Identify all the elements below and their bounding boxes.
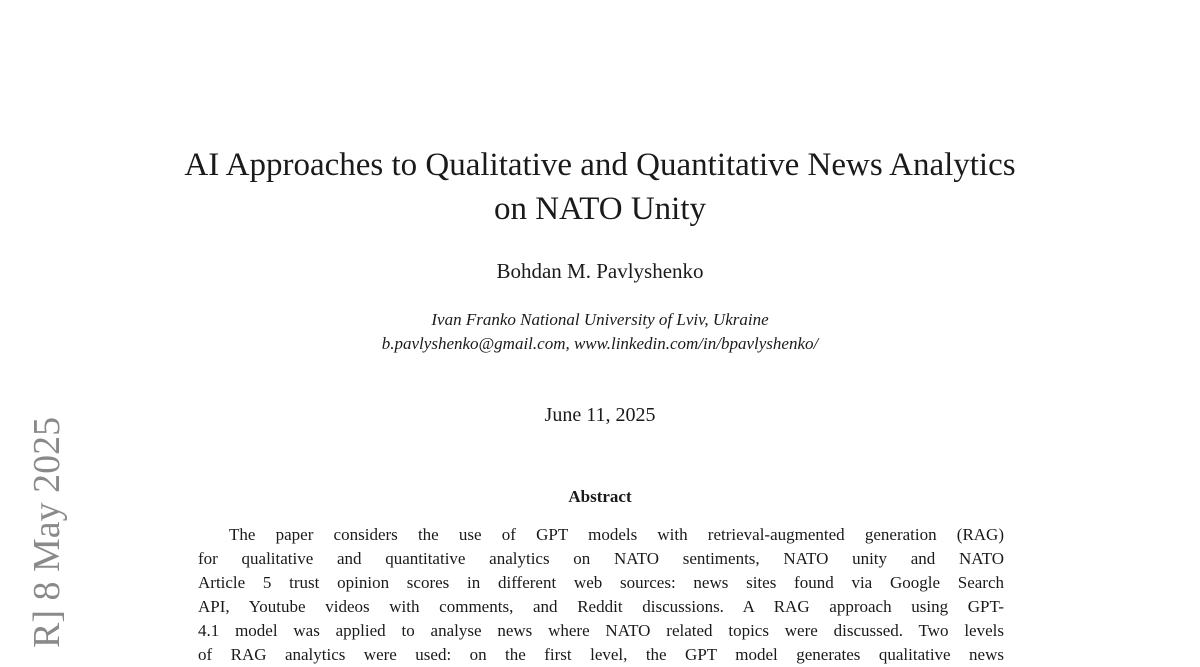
abstract-line: Article 5 trust opinion scores in different web sources: news sites found via Google Search [198,573,1004,592]
abstract-line: API, Youtube videos with comments, and Reddit discussions. A RAG approach using GPT- [198,597,1004,616]
paper-date: June 11, 2025 [544,404,656,426]
abstract-line: of RAG analytics were used: on the first level, the GPT model generates qualitative news [198,645,1004,664]
abstract-heading: Abstract [568,487,632,506]
abstract-line: The paper considers the use of GPT models with retrieval-augmented generation (RAG) [229,525,1004,544]
abstract-body [198,523,1004,667]
affiliation: Ivan Franko National University of Lviv, Ukraine [431,310,769,329]
title-line-1: AI Approaches to Qualitative and Quantitative News Analytics [184,147,1016,183]
author-name: Bohdan M. Pavlyshenko [496,259,704,283]
contact-info: b.pavlyshenko@gmail.com, www.linkedin.com/in/bpavlyshenko/ [381,334,819,353]
abstract-line: for qualitative and quantitative analytics on NATO sentiments, NATO unity and NATO [198,549,1004,568]
author-affiliation-block [0,308,1200,356]
paper-title [0,143,1200,231]
abstract-line: 4.1 model was applied to analyse news where NATO related topics were discussed. Two levels [198,621,1004,640]
arxiv-side-stamp: R] 8 May 2025 [26,416,68,648]
title-line-2: on NATO Unity [493,191,707,227]
